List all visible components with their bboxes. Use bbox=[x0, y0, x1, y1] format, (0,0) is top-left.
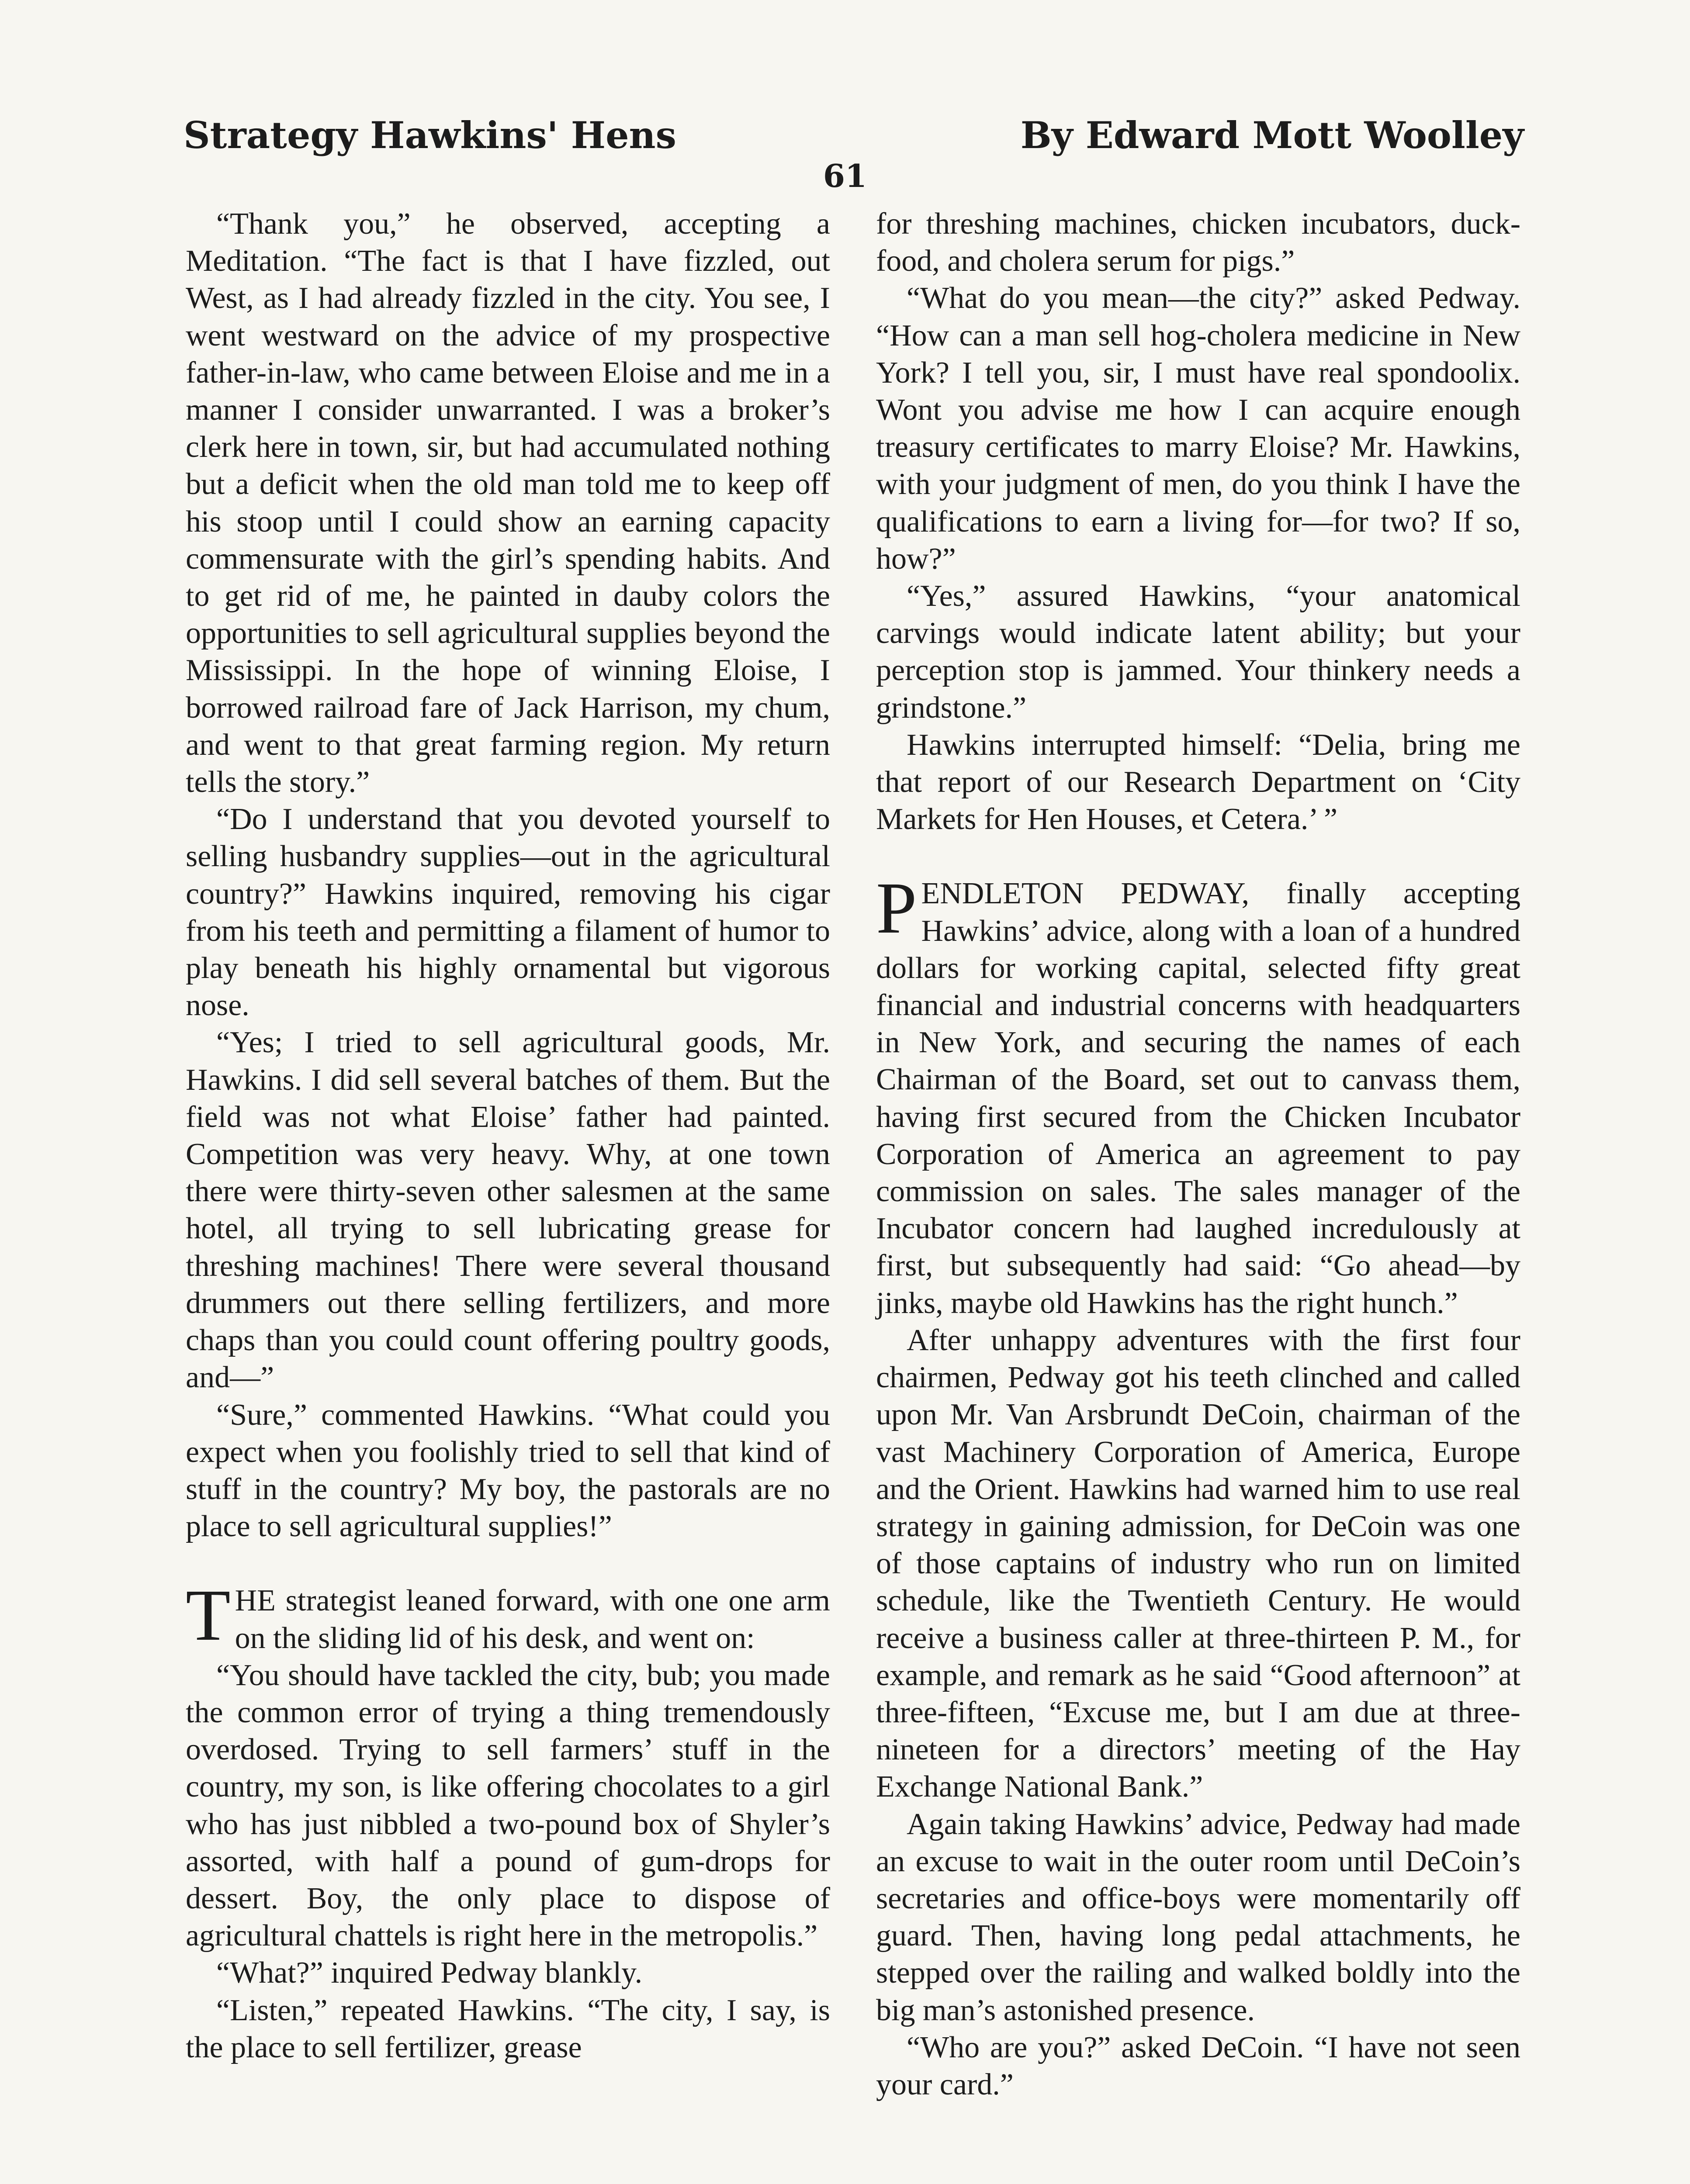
paragraph: “Who are you?” asked DeCoin. “I have not seen your card.” bbox=[876, 2030, 1520, 2101]
paragraph-text: HE strategist leaned forward, with one one arm on the sliding lid of his desk, and went on: bbox=[235, 1584, 830, 1655]
paragraph: After unhappy adventures with the first four chairmen, Pedway got his teeth clinched and called upon Mr. Van Arsbrundt DeCoin, chairman of the vast Machinery Corporation of America, Europe and the Orient. Hawkins had warned him to use real strategy in gaining admission, for DeCoin was one of those captains of industry who run on limited schedule, like the Twentieth Century. He would receive a business caller at three-thirteen P. M., for example, and remark as he said “Good afternoon” at three-fifteen, “Excuse me, but I am due at three-nineteen for a directors’ meeting of the Hay Exchange National Bank.” bbox=[876, 1323, 1520, 1804]
paragraph: “Listen,” repeated Hawkins. “The city, I say, is the place to sell fertilizer, grease bbox=[186, 1993, 830, 2064]
paragraph-text: ENDLETON PEDWAY, finally accepting Hawkins’ advice, along with a loan of a hundred dollars for working capital, selected fifty great financial and industrial concerns with headquarters in New York, and securing the names of each Chairman of the Board, set out to canvass them, having first secured from the Chicken Incubator Corporation of America an agreement to pay commission on sales. The sales manager of the Incubator concern had laughed incredulously at first, but subsequently had said: “Go ahead—by jinks, maybe old Hawkins has the right hunch.” bbox=[876, 877, 1520, 1320]
paragraph: “Do I understand that you devoted yourself to selling husbandry supplies—out in the agricultural country?” Hawkins inquired, removing his cigar from his teeth and permitting a filament of humor to play beneath his highly ornamental but vigorous nose. bbox=[186, 802, 830, 1023]
paragraph: “What do you mean—the city?” asked Pedway. “How can a man sell hog-cholera medicine in New York? I tell you, sir, I must have real spondoolix. Wont you advise me how I can acquire enough treasury certificates to marry Eloise? Mr. Hawkins, with your judgment of men, do you think I have the qualifications to earn a living for—for two? If so, how?” bbox=[876, 281, 1520, 576]
section-start-paragraph bbox=[186, 1575, 830, 1656]
section-start-paragraph bbox=[876, 867, 1520, 1321]
paragraph: “Thank you,” he observed, accepting a Meditation. “The fact is that I have fizzled, out West, as I had already fizzled in the city. You see, I went westward on the advice of my prospective father-in-law, who came between Eloise and me in a manner I consider unwarranted. I was a broker’s clerk here in town, sir, but had accumulated nothing but a deficit when the old man told me to keep off his stoop until I could show an earning capacity commensurate with the girl’s spending habits. And to get rid of me, he painted in dauby colors the opportunities to sell agricultural supplies beyond the Mississippi. In the hope of winning Eloise, I borrowed railroad fare of Jack Harrison, my chum, and went to that great farming region. My return tells the story.” bbox=[186, 207, 830, 799]
paragraph: “What?” inquired Pedway blankly. bbox=[216, 1956, 643, 1990]
page-number: 61 bbox=[823, 157, 867, 194]
paragraph: “Sure,” commented Hawkins. “What could you expect when you foolishly tried to sell that kind of stuff in the country? My boy, the pastorals are no place to sell agricultural supplies!” bbox=[186, 1398, 830, 1544]
drop-cap: P bbox=[876, 867, 917, 949]
paragraph: “Yes,” assured Hawkins, “your anatomical carvings would indicate latent ability; but your perception stop is jammed. Your thinkery needs a grindstone.” bbox=[876, 579, 1520, 725]
paragraph: “Yes; I tried to sell agricultural goods, Mr. Hawkins. I did sell several batches of them. But the field was not what Eloise’ father had painted. Competition was very heavy. Why, at one town there were thirty-seven other salesmen at the same hotel, all trying to sell lubricating grease for threshing machines! There were several thousand drummers out there selling fertilizers, and more chaps than you could count offering poultry goods, and—” bbox=[186, 1026, 830, 1395]
paragraph: Again taking Hawkins’ advice, Pedway had made an excuse to wait in the outer room until DeCoin’s secretaries and office-boys were momentarily off guard. Then, having long pedal attachments, he stepped over the railing and walked boldly into the big man’s astonished presence. bbox=[876, 1807, 1520, 2027]
right-column bbox=[876, 205, 1520, 2103]
left-column bbox=[186, 205, 830, 2066]
story-title: Strategy Hawkins' Hens bbox=[184, 114, 676, 157]
drop-cap: T bbox=[186, 1575, 231, 1656]
paragraph: “You should have tackled the city, bub; you made the common error of trying a thing tremendously overdosed. Trying to sell farmers’ stuff in the country, my son, is like offering chocolates to a girl who has just nibbled a two-pound box of Shyler’s assorted, with half a pound of gum-drops for dessert. Boy, the only place to dispose of agricultural chattels is right here in the metropolis.” bbox=[186, 1658, 830, 1953]
paragraph: for threshing machines, chicken incubators, duck-food, and cholera serum for pigs.” bbox=[876, 207, 1520, 278]
author-byline: By Edward Mott Woolley bbox=[1020, 114, 1524, 157]
paragraph: Hawkins interrupted himself: “Delia, bring me that report of our Research Department on ‘City Markets for Hen Houses, et Cetera.’ ” bbox=[876, 728, 1520, 836]
